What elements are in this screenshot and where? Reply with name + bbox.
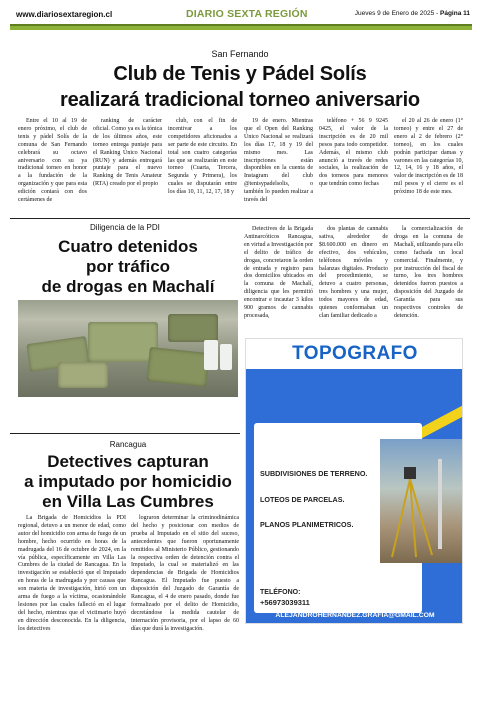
ad-service-subdivisions: SUBDIVISIONES DE TERRENO. [260, 469, 368, 478]
newspaper-name: DIARIO SEXTA REGIÓN [186, 8, 308, 20]
ad-email[interactable]: ALEJANDROHERNANDEZ.GRAFIA@GMAIL.COM [275, 612, 435, 619]
section-divider-left [10, 433, 240, 434]
article3-column-1: La Brigada de Homicidios la PDI regional, detuvo a un menor de edad, como autor del homicidio con arma de fuego de un hombre, hecho ocurrido en horas de la madrugada del 16 de octubre de 2024, en la vía pública, específicamente en Villa Las Cumbres de la ciudad de Rancagua. En la investigación se estableció que el Imputado en horas de la madrugada y por causas que son materia de investigación, hirió con un arma de fuego a la víctima, ocasionándole lesiones por las cuales falleció en el lugar del hecho, mientras que el victimario huyó en dirección desconocida. En la diligencia, los detectives [18, 515, 126, 632]
article2-column-2: dos plantas de cannabis sativa, alrededor de $8.600.000 en dinero en efectivo, dos vehículos, teléfonos móviles y balanzas digitales. Producto del procedimiento, se detuvo a cuatro personas, tres hombres y una mujer, todos mayores de edad, quienes conformaban un clan familiar dedicado a [319, 226, 388, 319]
article1-column-2: ranking de carácter oficial. Como ya es la tónica de los últimos años, este torneo entrega puntaje para el Ranking Único Nacional (RUN) y además entregará puntaje para el nuevo Ranking de Tenis Amateur (RTA) creado por el propio [93, 118, 162, 188]
article3-title-line1: Detectives capturan [47, 452, 209, 471]
issue-date: Jueves 9 de Enero de 2025 - Página 11 [354, 10, 470, 17]
topografo-ad[interactable] [245, 338, 463, 624]
article1-title-line2: realizará tradicional torneo aniversario [60, 89, 420, 111]
ad-service-plans: PLANOS PLANIMETRICOS. [260, 520, 354, 529]
ad-service-lots: LOTEOS DE PARCELAS. [260, 495, 345, 504]
ad-phone-number[interactable]: +56973039311 [260, 598, 310, 607]
surveyor-photo [380, 439, 462, 563]
article3-column-2: lograron determinar la criminodinámica del hecho y posicionar con medios de prueba al Imputado en el sitio del suceso, antecedentes que fueron oportunamente remitidos al Ministerio Público, gestionando la respectiva orden de detención contra el Imputado, la cual se materializó en las dependencias de Brigada de Homicidios Rancagua. El Imputado fue puesto a disposición del Juzgado de Garantía de Rancagua, el 4 de enero pasado, donde fue formalizado por el delito de Homicidio, decretándose la medida cautelar de internación provisoria, por el lapso de 60 días que durá la investigación. [131, 515, 239, 632]
header-bar [10, 24, 472, 30]
article2-title-line1: Cuatro detenidos [58, 237, 198, 256]
article2-column-3: la comercialización de droga en la comuna de Machalí, utilizando para ello como fachada un local comercial. Finalmente, y por instrucción del fiscal de turno, los tres hombres detenidos fueron puestos a disposición del Juzgado de Garantía para sus respectivos controles de detención. [394, 226, 463, 319]
article2-kicker: Diligencia de la PDI [90, 223, 160, 232]
article2-column-1: Detectives de la Brigada Antinarcóticos Rancagua, en virtud a Investigación por el delito de tráfico de drogas, concretaron la orden de entrada y registro para dos domicilios ubicados en la comuna de Machalí, diligencia que les permitió encontrar e incautar 3 kilos 900 gramos de cannabis procesada, [244, 226, 313, 319]
article1-title-line1: Club de Tenis y Pádel Solís [113, 63, 367, 85]
article2-title-line3: de drogas en Machalí [41, 277, 215, 296]
article3-title-line3: en Villa Las Cumbres [42, 492, 214, 511]
tripod-icon [380, 439, 462, 563]
article1-column-1: Entre el 10 al 19 de enero próximo, el club de tenis y pádel Solís de la comuna de San Fernando celebrará su octavo aniversario con su ya tradicional torneo en honor a la fundación de la organización y que para esta edición contará con dos certámenes de [18, 118, 87, 204]
article1-kicker: San Fernando [211, 49, 269, 59]
article1-column-6: el 20 al 26 de enero (1° torneo) y entre el 27 de enero al 2 de febrero (2° torneo), en los cuales podrán participar damas y varones en las categorías 10, 12, 14, 16 y 18 años, el valor de inscripción es de 18 mil pesos y el cierre es el próximo 18 de este mes. [394, 118, 463, 196]
article3-title-line2: a imputado por homicidio [24, 472, 232, 491]
article2-title-line2: por tráfico [85, 257, 171, 276]
article1-column-5: teléfono + 56 9 9245 0425, el valor de la inscripción es de 20 mil pesos para todo competidor. Además, el mismo club anunció a través de redes sociales, la realización de dos torneos para menores que tendrán como fechas [319, 118, 388, 188]
drug-seizure-photo [18, 300, 238, 397]
article3-kicker: Rancagua [109, 440, 147, 449]
ad-title: TOPOGRAFO [292, 343, 418, 364]
article1-column-3: club, con el fin de incentivar a los competidores aficionados a ser parte de este circuito. En total son cuatro categorías las que se realizarán en este torneo (Cuarta, Tercera, Segunda y Primera), los cuales se disputarán entre los días 10, 11, 12, 17, 18 y [168, 118, 237, 196]
section-divider [10, 218, 470, 219]
page-header [10, 4, 472, 34]
site-url[interactable]: www.diariosextaregion.cl [16, 10, 113, 19]
article1-column-4: 19 de enero. Mientras que el Open del Ranking Único Nacional se realizará los días 17, 18 y 19 del mismo mes. Las inscripciones están disponibles en la cuenta de Instagram del club @tenisypadelsolis, o también lo pueden realizar a través del [244, 118, 313, 204]
page-number: Página 11 [440, 10, 470, 17]
ad-phone-label: TELÉFONO: [260, 589, 301, 596]
